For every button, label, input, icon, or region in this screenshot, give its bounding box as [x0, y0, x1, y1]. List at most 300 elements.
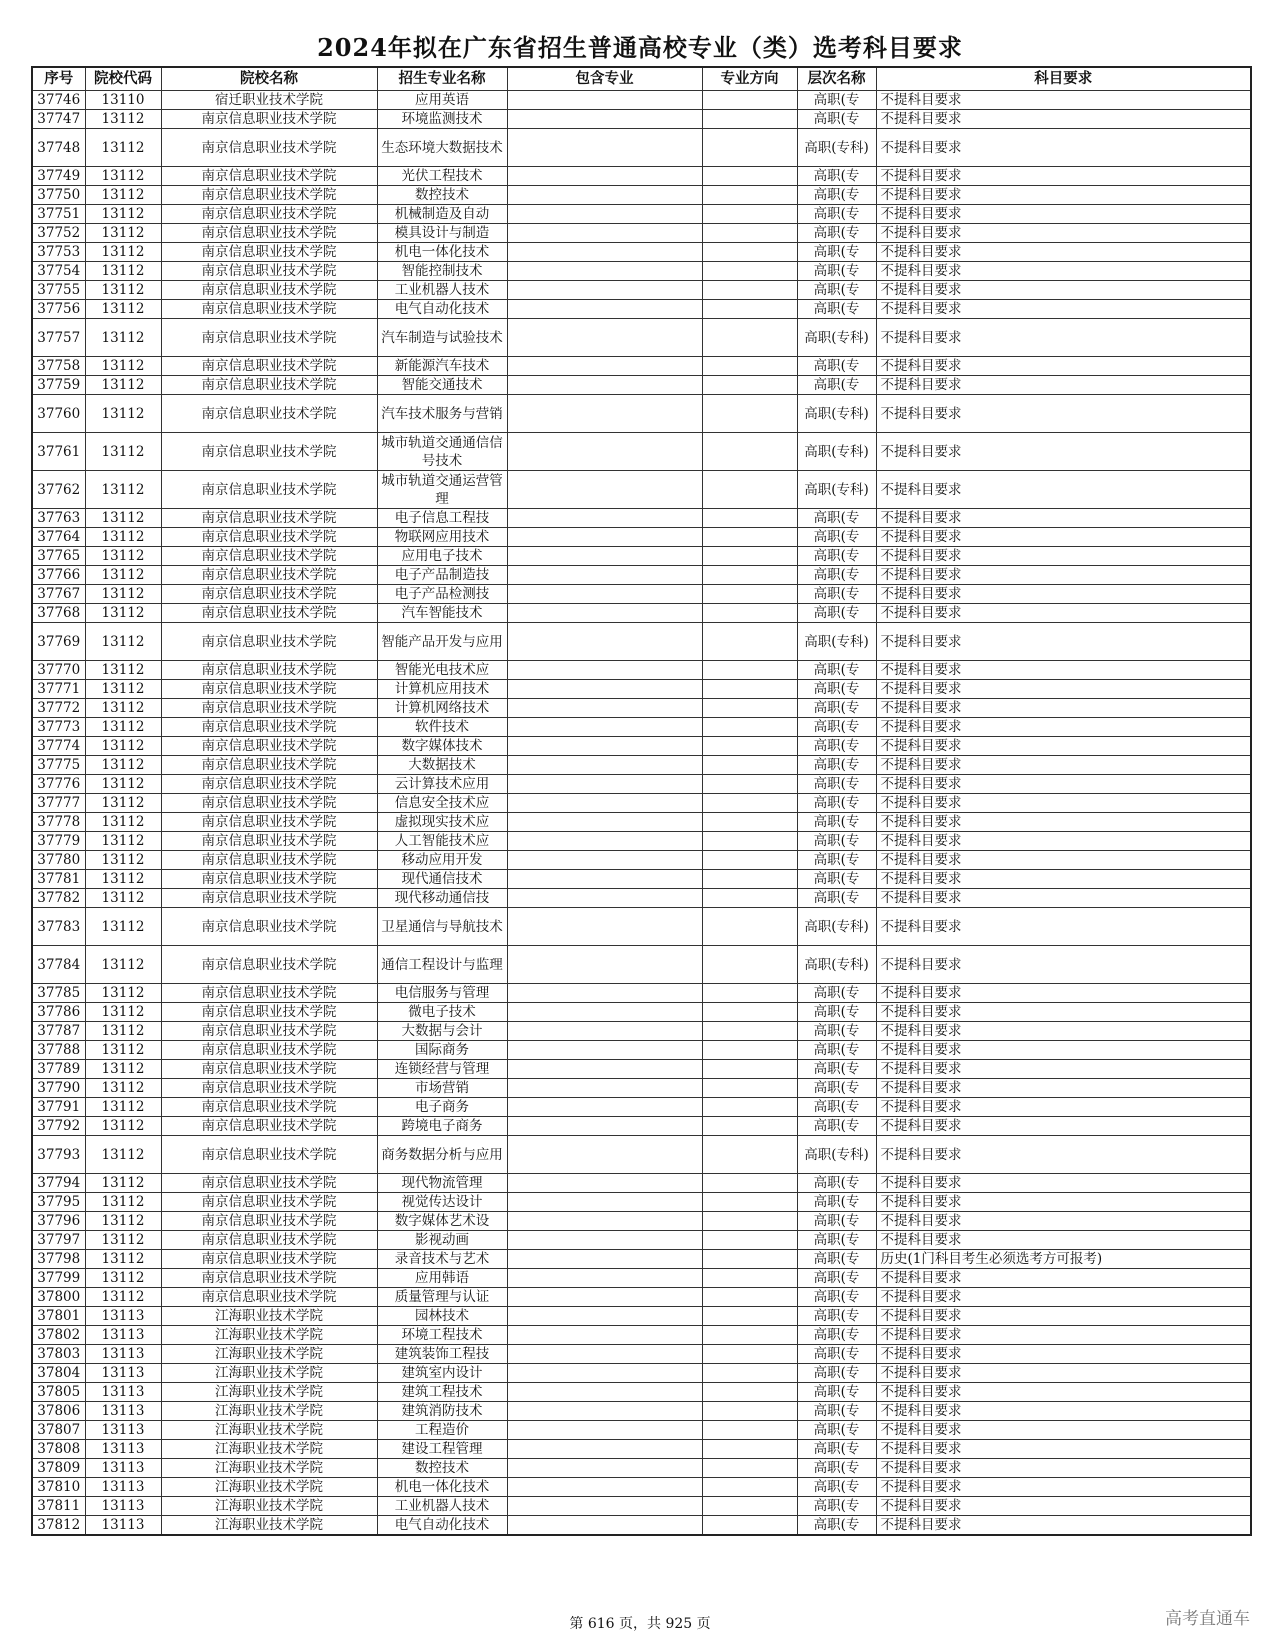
- cell-included-majors: [507, 1079, 702, 1098]
- cell-subject-requirement: 不提科目要求: [876, 794, 1251, 813]
- cell-school-name: 南京信息职业技术学院: [161, 528, 377, 547]
- table-row: [32, 300, 1251, 319]
- cell-school-name: 南京信息职业技术学院: [161, 585, 377, 604]
- cell-major-name: 影视动画: [377, 1231, 507, 1250]
- cell-included-majors: [507, 1098, 702, 1117]
- cell-school-name: 南京信息职业技术学院: [161, 224, 377, 243]
- cell-school-code: 13113: [85, 1326, 161, 1345]
- cell-major-name: 工程造价: [377, 1421, 507, 1440]
- table-row: [32, 775, 1251, 794]
- cell-school-name: 南京信息职业技术学院: [161, 623, 377, 661]
- cell-major-name: 机电一体化技术: [377, 1478, 507, 1497]
- cell-school-code: 13112: [85, 395, 161, 433]
- cell-major-name: 智能控制技术: [377, 262, 507, 281]
- cell-index: 37766: [32, 566, 85, 585]
- cell-school-name: 南京信息职业技术学院: [161, 1136, 377, 1174]
- cell-level: 高职(专: [797, 775, 876, 794]
- table-row: [32, 1459, 1251, 1478]
- cell-included-majors: [507, 699, 702, 718]
- cell-level: 高职(专科): [797, 395, 876, 433]
- cell-index: 37811: [32, 1497, 85, 1516]
- cell-major-name: 数字媒体艺术设: [377, 1212, 507, 1231]
- table-row: [32, 680, 1251, 699]
- cell-included-majors: [507, 1497, 702, 1516]
- cell-major-direction: [702, 471, 797, 509]
- cell-subject-requirement: 不提科目要求: [876, 376, 1251, 395]
- cell-major-direction: [702, 91, 797, 110]
- table-row: [32, 129, 1251, 167]
- cell-index: 37780: [32, 851, 85, 870]
- cell-level: 高职(专科): [797, 433, 876, 471]
- cell-school-name: 南京信息职业技术学院: [161, 167, 377, 186]
- cell-level: 高职(专: [797, 1098, 876, 1117]
- cell-school-name: 南京信息职业技术学院: [161, 1022, 377, 1041]
- cell-subject-requirement: 不提科目要求: [876, 1117, 1251, 1136]
- cell-index: 37747: [32, 110, 85, 129]
- cell-major-direction: [702, 1402, 797, 1421]
- cell-included-majors: [507, 1440, 702, 1459]
- cell-major-direction: [702, 1516, 797, 1536]
- cell-index: 37777: [32, 794, 85, 813]
- cell-major-name: 微电子技术: [377, 1003, 507, 1022]
- cell-subject-requirement: 不提科目要求: [876, 1364, 1251, 1383]
- cell-school-code: 13113: [85, 1497, 161, 1516]
- cell-school-name: 南京信息职业技术学院: [161, 1117, 377, 1136]
- cell-major-name: 现代物流管理: [377, 1174, 507, 1193]
- cell-subject-requirement: 不提科目要求: [876, 851, 1251, 870]
- cell-index: 37807: [32, 1421, 85, 1440]
- cell-school-code: 13112: [85, 205, 161, 224]
- cell-subject-requirement: 不提科目要求: [876, 1079, 1251, 1098]
- table-row: [32, 794, 1251, 813]
- cell-major-name: 工业机器人技术: [377, 281, 507, 300]
- cell-major-direction: [702, 699, 797, 718]
- cell-subject-requirement: 不提科目要求: [876, 1421, 1251, 1440]
- table-row: [32, 623, 1251, 661]
- cell-subject-requirement: 不提科目要求: [876, 756, 1251, 775]
- cell-index: 37765: [32, 547, 85, 566]
- cell-major-direction: [702, 395, 797, 433]
- cell-subject-requirement: 不提科目要求: [876, 661, 1251, 680]
- table-row: [32, 471, 1251, 509]
- cell-school-name: 南京信息职业技术学院: [161, 395, 377, 433]
- cell-included-majors: [507, 357, 702, 376]
- cell-school-code: 13112: [85, 775, 161, 794]
- cell-level: 高职(专: [797, 509, 876, 528]
- cell-index: 37758: [32, 357, 85, 376]
- cell-level: 高职(专科): [797, 908, 876, 946]
- brand-watermark: 高考直通车: [1165, 1609, 1250, 1629]
- cell-school-code: 13112: [85, 566, 161, 585]
- cell-school-name: 南京信息职业技术学院: [161, 281, 377, 300]
- cell-major-name: 智能产品开发与应用: [377, 623, 507, 661]
- cell-index: 37790: [32, 1079, 85, 1098]
- cell-included-majors: [507, 604, 702, 623]
- cell-index: 37756: [32, 300, 85, 319]
- cell-major-direction: [702, 1478, 797, 1497]
- table-row: [32, 1421, 1251, 1440]
- cell-school-name: 南京信息职业技术学院: [161, 110, 377, 129]
- cell-index: 37788: [32, 1041, 85, 1060]
- cell-level: 高职(专: [797, 794, 876, 813]
- cell-school-code: 13113: [85, 1516, 161, 1536]
- cell-school-name: 南京信息职业技术学院: [161, 984, 377, 1003]
- cell-school-code: 13112: [85, 1041, 161, 1060]
- cell-major-name: 建筑室内设计: [377, 1364, 507, 1383]
- table-row: [32, 1345, 1251, 1364]
- cell-major-direction: [702, 1421, 797, 1440]
- cell-index: 37774: [32, 737, 85, 756]
- cell-index: 37795: [32, 1193, 85, 1212]
- cell-subject-requirement: 不提科目要求: [876, 1003, 1251, 1022]
- cell-index: 37750: [32, 186, 85, 205]
- cell-level: 高职(专: [797, 1174, 876, 1193]
- cell-school-name: 江海职业技术学院: [161, 1307, 377, 1326]
- cell-level: 高职(专: [797, 832, 876, 851]
- cell-level: 高职(专: [797, 737, 876, 756]
- cell-subject-requirement: 不提科目要求: [876, 737, 1251, 756]
- cell-major-name: 电气自动化技术: [377, 1516, 507, 1536]
- cell-included-majors: [507, 775, 702, 794]
- cell-level: 高职(专: [797, 661, 876, 680]
- cell-subject-requirement: 不提科目要求: [876, 129, 1251, 167]
- cell-school-name: 南京信息职业技术学院: [161, 1098, 377, 1117]
- header-major-name: 招生专业名称: [377, 67, 507, 91]
- cell-index: 37801: [32, 1307, 85, 1326]
- cell-major-name: 软件技术: [377, 718, 507, 737]
- cell-school-name: 南京信息职业技术学院: [161, 832, 377, 851]
- cell-index: 37800: [32, 1288, 85, 1307]
- cell-level: 高职(专: [797, 1326, 876, 1345]
- cell-level: 高职(专: [797, 1459, 876, 1478]
- cell-major-direction: [702, 566, 797, 585]
- cell-major-name: 园林技术: [377, 1307, 507, 1326]
- cell-index: 37808: [32, 1440, 85, 1459]
- cell-included-majors: [507, 737, 702, 756]
- table-row: [32, 1060, 1251, 1079]
- cell-school-name: 南京信息职业技术学院: [161, 129, 377, 167]
- cell-index: 37789: [32, 1060, 85, 1079]
- cell-included-majors: [507, 1288, 702, 1307]
- cell-major-name: 建设工程管理: [377, 1440, 507, 1459]
- cell-level: 高职(专: [797, 1079, 876, 1098]
- cell-major-direction: [702, 547, 797, 566]
- cell-index: 37770: [32, 661, 85, 680]
- cell-major-name: 环境工程技术: [377, 1326, 507, 1345]
- cell-school-code: 13112: [85, 718, 161, 737]
- cell-subject-requirement: 不提科目要求: [876, 1516, 1251, 1536]
- cell-included-majors: [507, 1459, 702, 1478]
- cell-school-name: 南京信息职业技术学院: [161, 680, 377, 699]
- cell-level: 高职(专: [797, 813, 876, 832]
- cell-major-direction: [702, 1497, 797, 1516]
- table-row: [32, 1231, 1251, 1250]
- cell-index: 37798: [32, 1250, 85, 1269]
- cell-included-majors: [507, 832, 702, 851]
- cell-index: 37785: [32, 984, 85, 1003]
- cell-school-code: 13112: [85, 737, 161, 756]
- cell-index: 37782: [32, 889, 85, 908]
- cell-level: 高职(专: [797, 1421, 876, 1440]
- cell-school-code: 13112: [85, 357, 161, 376]
- cell-included-majors: [507, 946, 702, 984]
- cell-subject-requirement: 不提科目要求: [876, 262, 1251, 281]
- cell-included-majors: [507, 110, 702, 129]
- cell-major-direction: [702, 1193, 797, 1212]
- cell-major-direction: [702, 1041, 797, 1060]
- cell-school-code: 13112: [85, 262, 161, 281]
- cell-subject-requirement: 不提科目要求: [876, 395, 1251, 433]
- cell-major-name: 通信工程设计与监理: [377, 946, 507, 984]
- cell-index: 37772: [32, 699, 85, 718]
- cell-school-code: 13112: [85, 110, 161, 129]
- cell-school-name: 宿迁职业技术学院: [161, 91, 377, 110]
- cell-school-code: 13113: [85, 1421, 161, 1440]
- cell-major-name: 大数据与会计: [377, 1022, 507, 1041]
- cell-major-name: 建筑装饰工程技: [377, 1345, 507, 1364]
- cell-subject-requirement: 不提科目要求: [876, 300, 1251, 319]
- table-row: [32, 718, 1251, 737]
- cell-major-direction: [702, 870, 797, 889]
- page-footer: 第 616 页，共 925 页: [569, 1616, 711, 1632]
- cell-subject-requirement: 不提科目要求: [876, 604, 1251, 623]
- cell-level: 高职(专: [797, 889, 876, 908]
- cell-major-name: 数控技术: [377, 186, 507, 205]
- cell-major-direction: [702, 623, 797, 661]
- table-row: [32, 1402, 1251, 1421]
- cell-school-name: 江海职业技术学院: [161, 1402, 377, 1421]
- cell-major-direction: [702, 1003, 797, 1022]
- cell-major-direction: [702, 794, 797, 813]
- cell-major-direction: [702, 1250, 797, 1269]
- table-row: [32, 1117, 1251, 1136]
- cell-major-direction: [702, 167, 797, 186]
- cell-index: 37779: [32, 832, 85, 851]
- cell-level: 高职(专: [797, 1307, 876, 1326]
- header-school-code: 院校代码: [85, 67, 161, 91]
- cell-level: 高职(专: [797, 1041, 876, 1060]
- cell-major-name: 新能源汽车技术: [377, 357, 507, 376]
- cell-school-code: 13112: [85, 1250, 161, 1269]
- cell-index: 37769: [32, 623, 85, 661]
- cell-index: 37794: [32, 1174, 85, 1193]
- cell-major-name: 录音技术与艺术: [377, 1250, 507, 1269]
- cell-major-name: 信息安全技术应: [377, 794, 507, 813]
- cell-major-name: 现代移动通信技: [377, 889, 507, 908]
- cell-subject-requirement: 不提科目要求: [876, 889, 1251, 908]
- cell-school-name: 南京信息职业技术学院: [161, 471, 377, 509]
- cell-index: 37812: [32, 1516, 85, 1536]
- cell-included-majors: [507, 908, 702, 946]
- cell-index: 37809: [32, 1459, 85, 1478]
- header-index: 序号: [32, 67, 85, 91]
- cell-level: 高职(专: [797, 281, 876, 300]
- cell-included-majors: [507, 1326, 702, 1345]
- cell-subject-requirement: 不提科目要求: [876, 1022, 1251, 1041]
- cell-major-name: 数控技术: [377, 1459, 507, 1478]
- cell-major-direction: [702, 908, 797, 946]
- cell-school-code: 13113: [85, 1383, 161, 1402]
- cell-subject-requirement: 不提科目要求: [876, 718, 1251, 737]
- table-row: [32, 281, 1251, 300]
- cell-school-code: 13112: [85, 946, 161, 984]
- cell-level: 高职(专: [797, 357, 876, 376]
- cell-school-name: 南京信息职业技术学院: [161, 262, 377, 281]
- table-row: [32, 1326, 1251, 1345]
- cell-level: 高职(专: [797, 1402, 876, 1421]
- cell-included-majors: [507, 680, 702, 699]
- cell-level: 高职(专: [797, 1497, 876, 1516]
- cell-school-code: 13112: [85, 1003, 161, 1022]
- table-row: [32, 1041, 1251, 1060]
- cell-index: 37797: [32, 1231, 85, 1250]
- cell-included-majors: [507, 1345, 702, 1364]
- table-row: [32, 1022, 1251, 1041]
- cell-school-name: 江海职业技术学院: [161, 1364, 377, 1383]
- cell-included-majors: [507, 376, 702, 395]
- cell-subject-requirement: 不提科目要求: [876, 433, 1251, 471]
- cell-school-code: 13112: [85, 794, 161, 813]
- cell-included-majors: [507, 813, 702, 832]
- cell-subject-requirement: 不提科目要求: [876, 566, 1251, 585]
- cell-level: 高职(专: [797, 1269, 876, 1288]
- cell-school-name: 南京信息职业技术学院: [161, 1174, 377, 1193]
- cell-major-direction: [702, 737, 797, 756]
- cell-level: 高职(专: [797, 224, 876, 243]
- cell-school-code: 13112: [85, 1136, 161, 1174]
- cell-school-code: 13112: [85, 680, 161, 699]
- cell-school-name: 南京信息职业技术学院: [161, 756, 377, 775]
- cell-school-name: 南京信息职业技术学院: [161, 737, 377, 756]
- cell-included-majors: [507, 870, 702, 889]
- cell-school-name: 南京信息职业技术学院: [161, 1003, 377, 1022]
- table-row: [32, 243, 1251, 262]
- table-row: [32, 1364, 1251, 1383]
- cell-index: 37803: [32, 1345, 85, 1364]
- cell-school-name: 南京信息职业技术学院: [161, 1193, 377, 1212]
- cell-subject-requirement: 不提科目要求: [876, 1459, 1251, 1478]
- cell-major-direction: [702, 946, 797, 984]
- cell-subject-requirement: 不提科目要求: [876, 110, 1251, 129]
- cell-subject-requirement: 不提科目要求: [876, 813, 1251, 832]
- cell-level: 高职(专: [797, 262, 876, 281]
- cell-index: 37804: [32, 1364, 85, 1383]
- cell-major-direction: [702, 1212, 797, 1231]
- cell-major-name: 光伏工程技术: [377, 167, 507, 186]
- cell-school-name: 南京信息职业技术学院: [161, 1212, 377, 1231]
- table-row: [32, 528, 1251, 547]
- cell-school-name: 南京信息职业技术学院: [161, 870, 377, 889]
- cell-included-majors: [507, 1250, 702, 1269]
- cell-index: 37746: [32, 91, 85, 110]
- cell-included-majors: [507, 661, 702, 680]
- cell-school-name: 南京信息职业技术学院: [161, 357, 377, 376]
- cell-school-code: 13110: [85, 91, 161, 110]
- cell-subject-requirement: 不提科目要求: [876, 167, 1251, 186]
- table-row: [32, 889, 1251, 908]
- cell-school-code: 13113: [85, 1307, 161, 1326]
- cell-school-name: 南京信息职业技术学院: [161, 813, 377, 832]
- cell-school-code: 13112: [85, 319, 161, 357]
- cell-school-code: 13113: [85, 1459, 161, 1478]
- cell-major-direction: [702, 224, 797, 243]
- cell-included-majors: [507, 585, 702, 604]
- cell-included-majors: [507, 718, 702, 737]
- cell-included-majors: [507, 1383, 702, 1402]
- table-row: [32, 851, 1251, 870]
- table-row: [32, 1497, 1251, 1516]
- cell-school-code: 13112: [85, 1022, 161, 1041]
- table-row: [32, 357, 1251, 376]
- cell-major-name: 连锁经营与管理: [377, 1060, 507, 1079]
- table-row: [32, 509, 1251, 528]
- cell-school-code: 13112: [85, 870, 161, 889]
- table-body: [32, 91, 1251, 1536]
- cell-school-code: 13112: [85, 1288, 161, 1307]
- cell-level: 高职(专: [797, 110, 876, 129]
- cell-index: 37754: [32, 262, 85, 281]
- cell-major-direction: [702, 262, 797, 281]
- cell-major-direction: [702, 1383, 797, 1402]
- cell-major-name: 生态环境大数据技术: [377, 129, 507, 167]
- header-level: 层次名称: [797, 67, 876, 91]
- cell-level: 高职(专: [797, 870, 876, 889]
- cell-included-majors: [507, 319, 702, 357]
- cell-school-code: 13112: [85, 167, 161, 186]
- cell-level: 高职(专科): [797, 1136, 876, 1174]
- cell-major-name: 物联网应用技术: [377, 528, 507, 547]
- cell-school-name: 南京信息职业技术学院: [161, 186, 377, 205]
- table-row: [32, 870, 1251, 889]
- cell-included-majors: [507, 395, 702, 433]
- cell-major-name: 机电一体化技术: [377, 243, 507, 262]
- cell-subject-requirement: 不提科目要求: [876, 1193, 1251, 1212]
- cell-index: 37791: [32, 1098, 85, 1117]
- header-included-majors: 包含专业: [507, 67, 702, 91]
- cell-major-name: 现代通信技术: [377, 870, 507, 889]
- cell-school-code: 13112: [85, 1079, 161, 1098]
- cell-major-direction: [702, 813, 797, 832]
- cell-level: 高职(专: [797, 1250, 876, 1269]
- cell-subject-requirement: 不提科目要求: [876, 1041, 1251, 1060]
- cell-index: 37759: [32, 376, 85, 395]
- cell-school-name: 南京信息职业技术学院: [161, 1060, 377, 1079]
- cell-index: 37751: [32, 205, 85, 224]
- cell-included-majors: [507, 794, 702, 813]
- cell-school-name: 江海职业技术学院: [161, 1497, 377, 1516]
- cell-index: 37778: [32, 813, 85, 832]
- cell-school-name: 南京信息职业技术学院: [161, 1250, 377, 1269]
- cell-subject-requirement: 不提科目要求: [876, 1174, 1251, 1193]
- cell-subject-requirement: 不提科目要求: [876, 319, 1251, 357]
- cell-included-majors: [507, 1117, 702, 1136]
- cell-school-name: 南京信息职业技术学院: [161, 699, 377, 718]
- cell-major-direction: [702, 1459, 797, 1478]
- cell-major-direction: [702, 756, 797, 775]
- table-row: [32, 832, 1251, 851]
- cell-school-code: 13112: [85, 851, 161, 870]
- cell-index: 37806: [32, 1402, 85, 1421]
- cell-level: 高职(专科): [797, 471, 876, 509]
- cell-school-code: 13113: [85, 1364, 161, 1383]
- cell-school-code: 13112: [85, 281, 161, 300]
- table-row: [32, 566, 1251, 585]
- cell-school-name: 南京信息职业技术学院: [161, 1231, 377, 1250]
- table-row: [32, 91, 1251, 110]
- cell-major-direction: [702, 1136, 797, 1174]
- cell-included-majors: [507, 281, 702, 300]
- cell-included-majors: [507, 471, 702, 509]
